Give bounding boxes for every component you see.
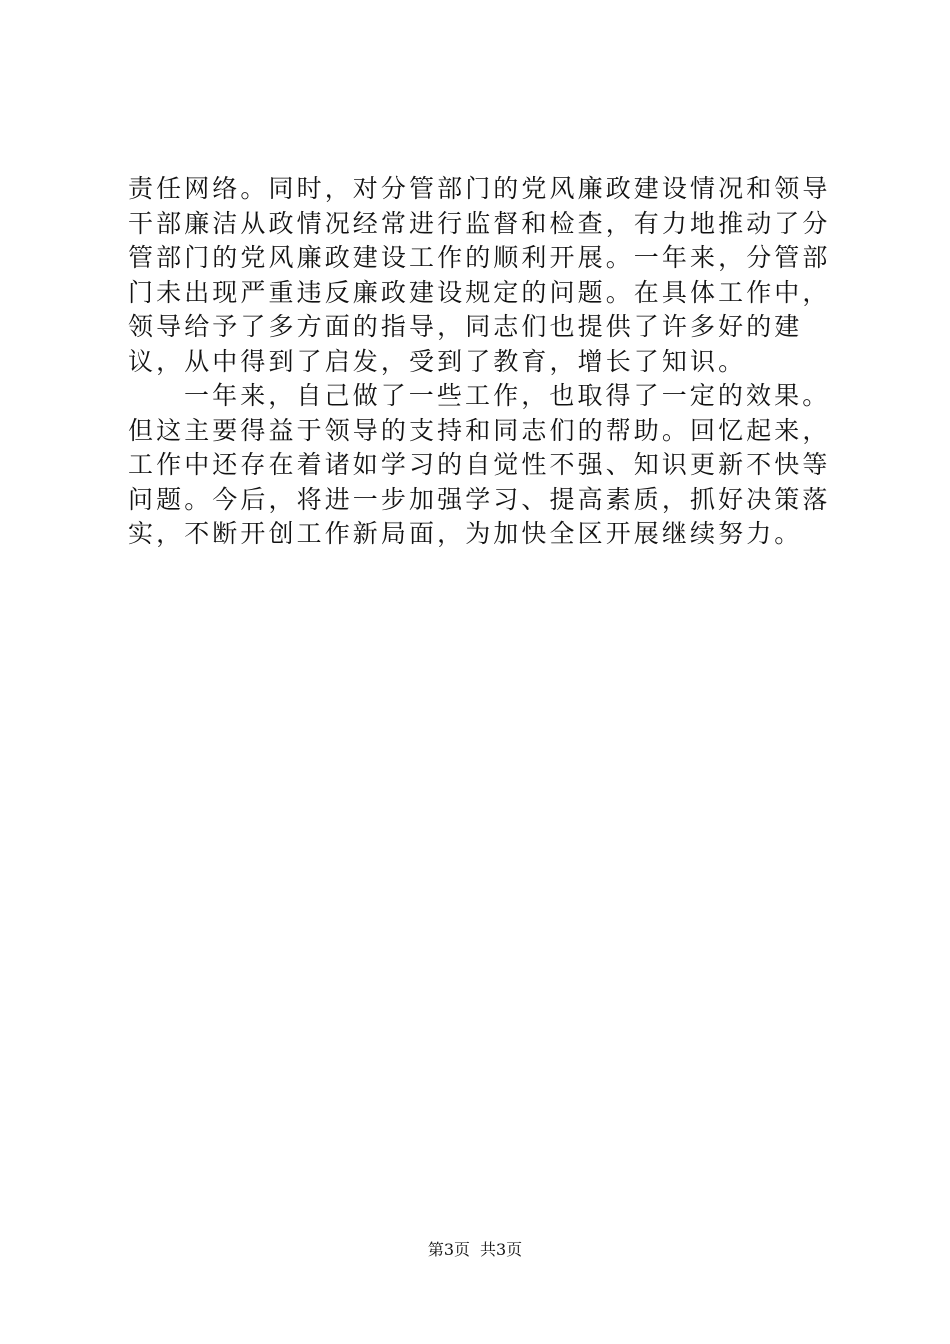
page-total: 共3页 bbox=[480, 1240, 523, 1259]
page-number: 第3页 bbox=[427, 1240, 470, 1259]
document-body bbox=[128, 172, 832, 552]
paragraph-summary: 一年来，自己做了一些工作，也取得了一定的效果。但这主要得益于领导的支持和同志们的帮助。回忆起来，工作中还存在着诸如学习的自觉性不强、知识更新不快等问题。今后，将进一步加强学习、提高素质，抓好决策落实，不断开创工作新局面，为加快全区开展继续努力。 bbox=[128, 381, 831, 548]
page-footer bbox=[0, 1239, 950, 1261]
paragraph-continuation: 责任网络。同时，对分管部门的党风廉政建设情况和领导干部廉洁从政情况经常进行监督和检查，有力地推动了分管部门的党风廉政建设工作的顺利开展。一年来，分管部门未出现严重违反廉政建设规定的问题。在具体工作中，领导给予了多方面的指导，同志们也提供了许多好的建议，从中得到了启发，受到了教育，增长了知识。 bbox=[128, 174, 831, 376]
